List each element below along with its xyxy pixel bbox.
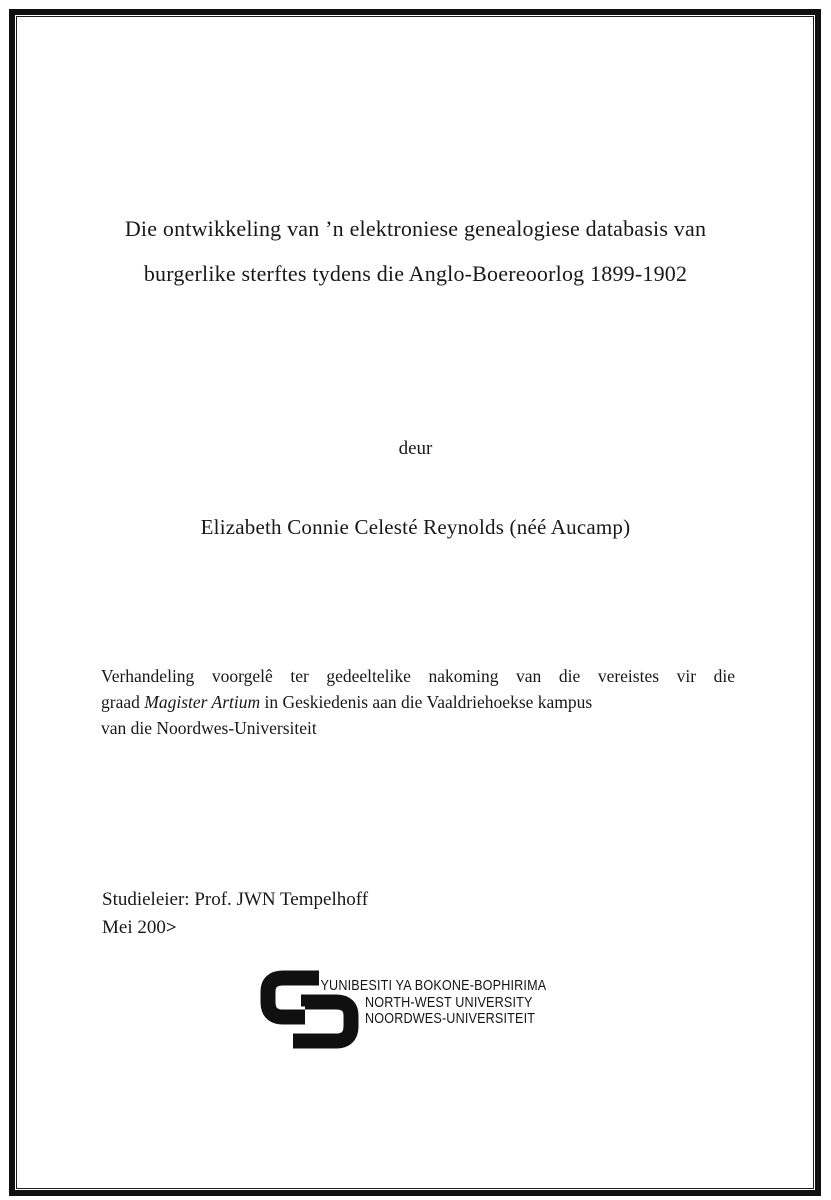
date-prefix: Mei 200	[102, 917, 166, 938]
submission-line-3: van die Noordwes-Universiteit	[101, 718, 317, 738]
submission-line-2-pre: graad	[101, 692, 145, 712]
submission-line-2	[101, 689, 735, 715]
degree-name: Magister Artium	[144, 692, 261, 712]
thesis-title-line-1: Die ontwikkeling van ’n elektroniese genealogiese databasis van	[124, 216, 707, 241]
date-final-digit: >	[165, 917, 177, 938]
thesis-title-line-2: burgerlike sterftes tydens die Anglo-Boereoorlog 1899-1902	[143, 261, 688, 286]
nwu-logo-wordmark	[320, 977, 547, 1028]
thesis-title	[70, 206, 761, 296]
submission-statement	[101, 663, 735, 741]
date-line	[102, 914, 368, 942]
logo-line-afrikaans: NOORDWES-UNIVERSITEIT	[365, 1010, 536, 1027]
supervisor-and-date	[102, 886, 368, 942]
submission-line-2-post: in Geskiedenis aan die Vaaldriehoekse kampus	[260, 692, 593, 712]
logo-line-setswana: YUNIBESITI YA BOKONE-BOPHIRIMA	[320, 977, 547, 994]
author-name: Elizabeth Connie Celesté Reynolds (néé Aucamp)	[200, 515, 631, 539]
supervisor-line: Studieleier: Prof. JWN Tempelhoff	[102, 889, 369, 910]
logo-line-english: NORTH-WEST UNIVERSITY	[365, 993, 533, 1011]
byline-label: deur	[398, 438, 433, 459]
submission-line-1: Verhandeling voorgelê ter gedeeltelike nakoming van die vereistes vir die	[101, 666, 735, 686]
